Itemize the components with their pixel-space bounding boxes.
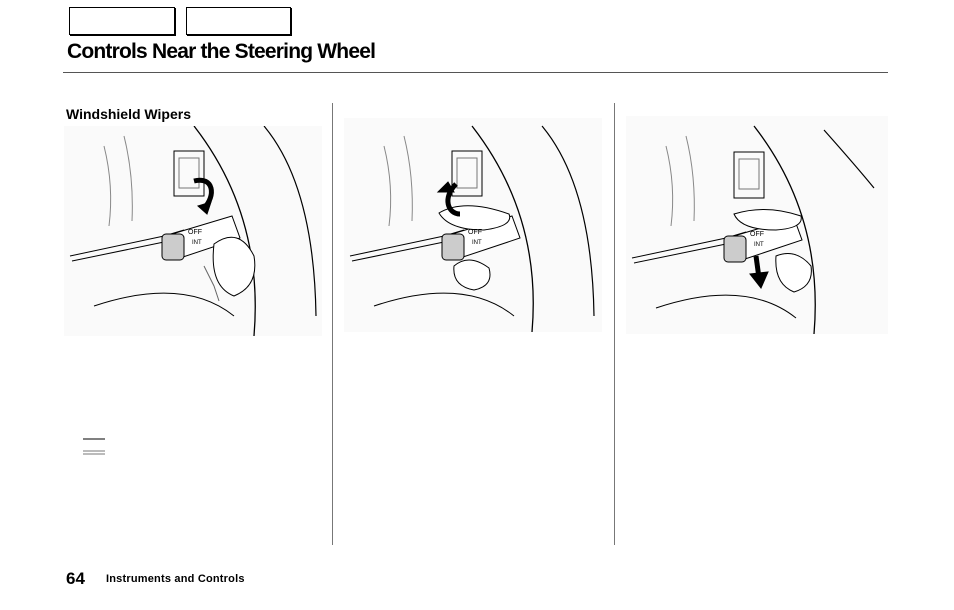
column-divider-1 — [332, 103, 333, 545]
lever-label-off: OFF — [468, 229, 482, 236]
lever-label-int: INT — [192, 240, 202, 246]
page-number: 64 — [66, 569, 85, 588]
lever-label-off: OFF — [750, 231, 764, 238]
footer-section-label: Instruments and Controls — [106, 573, 245, 585]
page-title: Controls Near the Steering Wheel — [67, 40, 376, 63]
lever-label-off: OFF — [188, 229, 202, 236]
lever-label-int: INT — [472, 240, 482, 246]
lever-label-int: INT — [754, 242, 764, 248]
wiper-illustration-2 — [344, 118, 602, 332]
nav-next-button[interactable] — [186, 7, 291, 35]
title-divider — [63, 72, 888, 73]
nav-previous-button[interactable] — [69, 7, 175, 35]
reference-marks — [81, 437, 107, 457]
column-divider-2 — [614, 103, 615, 545]
section-heading: Windshield Wipers — [66, 106, 191, 122]
wiper-illustration-3 — [626, 116, 888, 334]
wiper-illustration-1 — [64, 126, 322, 336]
